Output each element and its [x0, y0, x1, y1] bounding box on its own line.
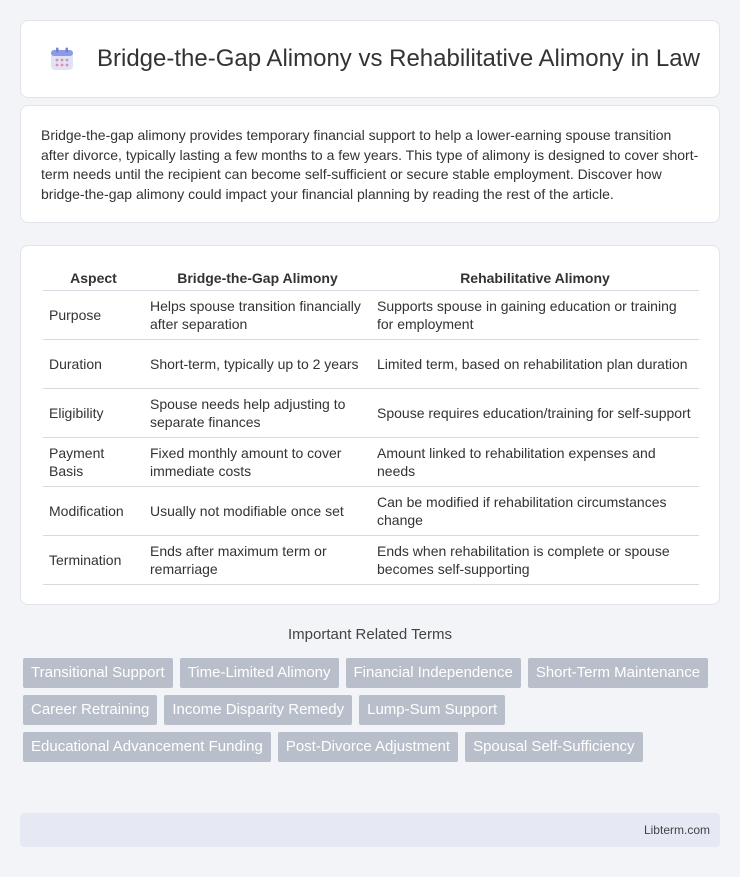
comparison-table	[43, 266, 699, 585]
related-term-tag[interactable]: Financial Independence	[346, 658, 521, 688]
aspect-cell: Eligibility	[43, 388, 144, 437]
rehabilitative-cell: Ends when rehabilitation is complete or spouse becomes self-supporting	[371, 535, 699, 584]
related-terms-title: Important Related Terms	[288, 626, 452, 643]
table-row	[43, 388, 699, 437]
rehabilitative-cell: Limited term, based on rehabilitation plan duration	[371, 339, 699, 388]
bridge-the-gap-cell: Usually not modifiable once set	[144, 486, 371, 535]
aspect-cell: Modification	[43, 486, 144, 535]
intro-card	[20, 105, 720, 223]
related-term-tag[interactable]: Career Retraining	[23, 695, 157, 725]
page-title: Bridge-the-Gap Alimony vs Rehabilitative Alimony in Law	[97, 45, 700, 72]
table-row	[43, 535, 699, 584]
related-term-tag[interactable]: Short-Term Maintenance	[528, 658, 708, 688]
aspect-cell: Payment Basis	[43, 437, 144, 486]
calendar-icon	[49, 46, 75, 72]
bridge-the-gap-cell: Ends after maximum term or remarriage	[144, 535, 371, 584]
bridge-the-gap-cell: Short-term, typically up to 2 years	[144, 339, 371, 388]
rehabilitative-cell: Can be modified if rehabilitation circumstances change	[371, 486, 699, 535]
aspect-cell: Purpose	[43, 290, 144, 339]
table-row	[43, 290, 699, 339]
related-term-tag[interactable]: Transitional Support	[23, 658, 173, 688]
comparison-card	[20, 245, 720, 605]
related-term-tag[interactable]: Time-Limited Alimony	[180, 658, 339, 688]
related-term-tag[interactable]: Lump-Sum Support	[359, 695, 505, 725]
column-header-rehabilitative: Rehabilitative Alimony	[371, 266, 699, 290]
aspect-cell: Duration	[43, 339, 144, 388]
column-header-bridge-the-gap: Bridge-the-Gap Alimony	[144, 266, 371, 290]
intro-paragraph: Bridge-the-gap alimony provides temporary financial support to help a lower-earning spouse transition after divorce, typically lasting a few months to a few years. This type of alimony is designed to cover short-term needs until the recipient can become self-sufficient or secure stable employment. Discover how bridge-the-gap alimony could impact your financial planning by reading the rest of the article.	[41, 127, 699, 202]
related-term-tag[interactable]: Income Disparity Remedy	[164, 695, 352, 725]
related-term-tag[interactable]: Post-Divorce Adjustment	[278, 732, 458, 762]
rehabilitative-cell: Supports spouse in gaining education or training for employment	[371, 290, 699, 339]
table-row	[43, 339, 699, 388]
bridge-the-gap-cell: Helps spouse transition financially after separation	[144, 290, 371, 339]
related-term-tag[interactable]: Spousal Self-Sufficiency	[465, 732, 642, 762]
table-row	[43, 437, 699, 486]
bridge-the-gap-cell: Fixed monthly amount to cover immediate costs	[144, 437, 371, 486]
aspect-cell: Termination	[43, 535, 144, 584]
rehabilitative-cell: Spouse requires education/training for self-support	[371, 388, 699, 437]
column-header-aspect: Aspect	[43, 266, 144, 290]
table-header-row	[43, 266, 699, 290]
footer-brand-link[interactable]: Libterm.com	[643, 823, 710, 837]
related-terms-list	[23, 658, 723, 762]
rehabilitative-cell: Amount linked to rehabilitation expenses and needs	[371, 437, 699, 486]
footer	[20, 813, 720, 847]
related-term-tag[interactable]: Educational Advancement Funding	[23, 732, 271, 762]
header-card	[20, 20, 720, 98]
bridge-the-gap-cell: Spouse needs help adjusting to separate finances	[144, 388, 371, 437]
table-row	[43, 486, 699, 535]
